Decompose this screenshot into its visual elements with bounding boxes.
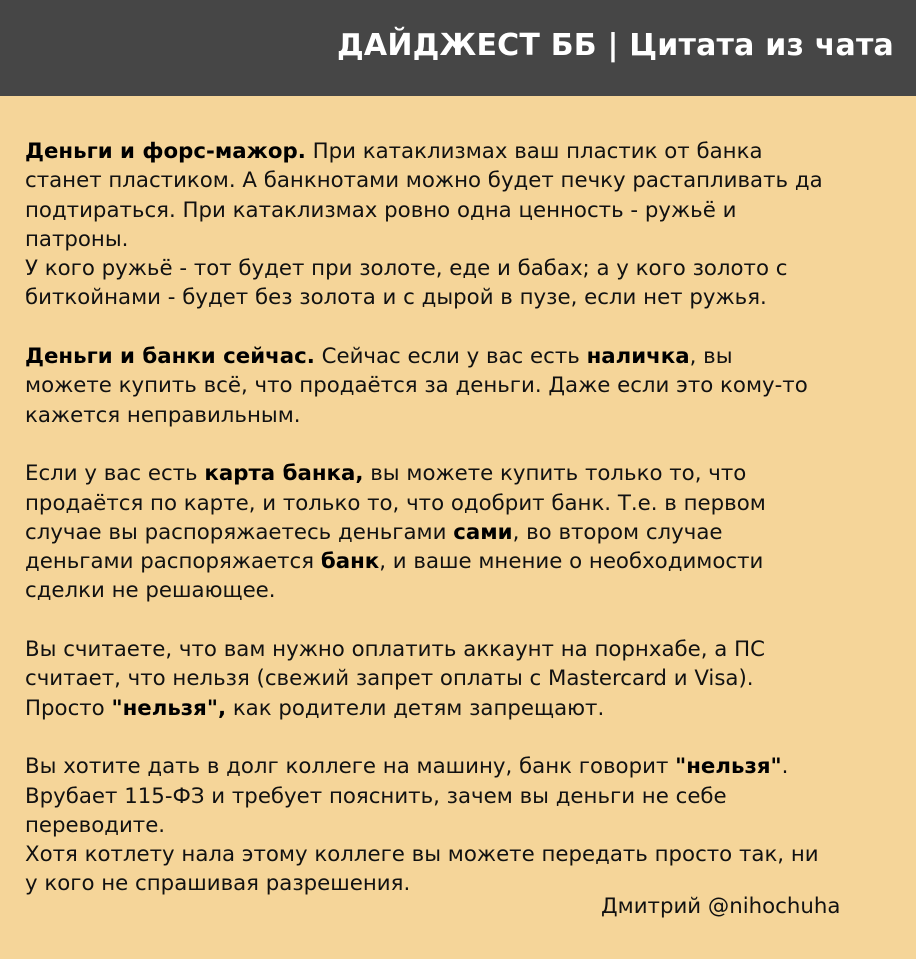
text-line: Вы хотите дать в долг коллеге на машину, банк говорит "нельзя". <box>25 754 789 780</box>
bold-word: сами <box>453 519 513 545</box>
text-line: Хотя котлету нала этому коллеге вы можете передать просто так, ни <box>25 842 819 868</box>
text-line: Деньги и форс-мажор. При катаклизмах ваш пластик от банка <box>25 139 763 164</box>
text-line: деньгами распоряжается банк, и ваше мнение о необходимости <box>25 549 764 575</box>
bold-lead: Деньги и банки сейчас. <box>25 344 315 370</box>
text-line: можете купить всё, что продаётся за деньги. Даже если это кому-то <box>25 373 808 399</box>
header-bar <box>0 0 916 96</box>
text-line: случае вы распоряжаетесь деньгами сами, во втором случае <box>25 519 723 545</box>
quote-body <box>25 137 895 899</box>
bold-word: банк <box>320 549 380 575</box>
bold-word: карта банка, <box>204 461 364 487</box>
text-line: у кого не спрашивая разрешения. <box>25 871 411 897</box>
text-line: Деньги и банки сейчас. Сейчас если у вас есть наличка, вы <box>25 344 733 370</box>
text-line: Врубает 115-ФЗ и требует пояснить, зачем вы деньги не себе <box>25 783 727 809</box>
bold-word: "нельзя" <box>675 754 782 780</box>
text-line: считает, что нельзя (свежий запрет оплаты с Mastercard и Visa). <box>25 666 754 692</box>
bold-word: наличка <box>586 344 690 370</box>
text-line: продаётся по карте, и только то, что одобрит банк. Т.е. в первом <box>25 490 766 516</box>
text-line: Если у вас есть карта банка, вы можете купить только то, что <box>25 461 747 487</box>
text-line: переводите. <box>25 812 166 838</box>
header-title: ДАЙДЖЕСТ ББ | Цитата из чата <box>336 28 894 63</box>
text-line: Просто "нельзя", как родители детям запрещают. <box>25 695 605 721</box>
bold-lead: Деньги и форс-мажор. <box>25 139 306 164</box>
text-line: биткойнами - будет без золота и с дырой в пузе, если нет ружья. <box>25 285 767 311</box>
text-line: станет пластиком. А банкнотами можно будет печку растапливать да <box>25 168 823 194</box>
text-line: Вы считаете, что вам нужно оплатить аккаунт на порнхабе, а ПС <box>25 637 765 663</box>
paragraph-money-banks-now <box>25 342 895 430</box>
bold-word: "нельзя", <box>111 695 227 721</box>
paragraph-payment-ban <box>25 635 895 723</box>
text-line: подтираться. При катаклизмах ровно одна ценность - ружьё и <box>25 197 737 223</box>
author-signature: Дмитрий @nihochuha <box>601 894 841 919</box>
paragraph-bank-card <box>25 459 895 605</box>
paragraph-loan-colleague <box>25 752 895 898</box>
text-line: патроны. <box>25 226 129 252</box>
paragraph-force-majeure <box>25 137 895 313</box>
text-line: У кого ружьё - тот будет при золоте, еде и бабах; а у кого золото с <box>25 256 788 282</box>
text-line: кажется неправильным. <box>25 402 301 428</box>
text-line: сделки не решающее. <box>25 578 276 604</box>
